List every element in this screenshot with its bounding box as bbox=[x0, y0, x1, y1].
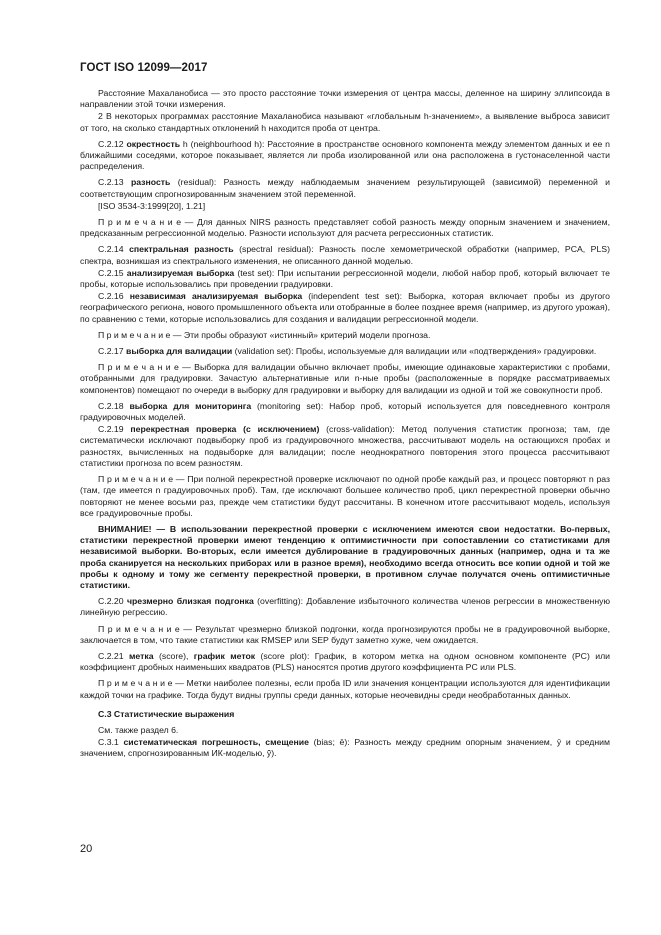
definition-c216: C.2.16 независимая анализируемая выборка (independent test set): Выборка, которая включает пробы из другого географического региона, нового промышленного объекта или отобранные в более позднее время (например, из другого урожая), по сравнению с теми, которые использовались для создания и валидации регрессионной модели. bbox=[80, 291, 610, 324]
note: П р и м е ч а н и е — Выборка для валидации обычно включает пробы, имеющие одинаковые характеристики с пробами, отобранными для градуировки. Зачастую альтернативные или n-ные пробы (расположенные в порядке рассматриваемых компонентов) помещают по очереди в выборку для градуировки и выборку для валидации из одной и той же совокупности проб. bbox=[80, 362, 610, 395]
reference: [ISO 3534-3:1999[20], 1.21] bbox=[98, 200, 206, 211]
paragraph: 2 В некоторых программах расстояние Махаланобиса называют «глобальным h-значением», а выявление выброса зависит от того, на сколько стандартных отклонений h находится проба от центра. bbox=[80, 111, 610, 133]
note: П р и м е ч а н и е — При полной перекрестной проверке исключают по одной пробе каждый раз, и процесс повторяют n раз (там, где имеется n градуировочных проб). Там, где исключают большее количество проб, цикл перекрестной проверки обычно повторяют не менее восьми раз, прежде чем статистики будут рассчитаны. В конечном итоге рассчитывают модель, используя все градуировочные пробы. bbox=[80, 474, 611, 518]
document-header: ГОСТ ISO 12099—2017 bbox=[80, 62, 208, 74]
definition-c214: C.2.14 спектральная разность (spectral residual): Разность после хемометрической обработки (например, PCA, PLS) спектра, возникшая из спектрального изменения, не описанного данной моделью. bbox=[80, 244, 610, 266]
definition-c31: C.3.1 систематическая погрешность, смещение (bias; ē): Разность между средним опорным значением, ȳ и средним значением, спрогнозированным ИК-моделью, ŷ̄). bbox=[80, 737, 610, 759]
paragraph: Расстояние Махаланобиса — это просто расстояние точки измерения от центра массы, деленное на ширину эллипсоида в направлении этой точки измерения. bbox=[80, 88, 610, 110]
note: П р и м е ч а н и е — Эти пробы образуют «истинный» критерий модели прогноза. bbox=[98, 329, 431, 340]
definition-c220: C.2.20 чрезмерно близкая подгонка (overfitting): Добавление избыточного количества членов регрессии в множественную линейную регрессию. bbox=[80, 596, 610, 618]
page-number: 20 bbox=[80, 843, 93, 855]
section-heading: С.3 Статистические выражения bbox=[98, 708, 235, 719]
note: П р и м е ч а н и е — Метки наиболее полезны, если проба ID или значения концентрации используются для идентификации каждой точки на графике. Тогда будут видны группы среди данных, которые неочевидны среди необработанных данных. bbox=[80, 678, 610, 700]
definition-c213: C.2.13 разность (residual): Разность между наблюдаемым значением результирующей (зависимой) переменной и соответствующим спрогнозированным значением этой переменной. bbox=[80, 177, 610, 199]
page-content bbox=[80, 88, 610, 765]
definition-c215: C.2.15 анализируемая выборка (test set): При испытании регрессионной модели, любой набор проб, который включает те пробы, которые использовались при проведении градуировки. bbox=[80, 267, 611, 290]
definition-c219: C.2.19 перекрестная проверка (с исключением) (cross-validation): Метод получения статистик прогноза; там, где систематически исключают подвыборку проб из градуировочного множества, рассчитывают модель на остающихся пробах и разностях, вычисленных на подвыборке для валидации; после неоднократного повторения этого процесса рассчитывают статистики прогноза по всем разностям. bbox=[80, 424, 611, 468]
note: П р и м е ч а н и е — Для данных NIRS разность представляет собой разность между опорным значением и значением, предсказанным регрессионной моделью. Разности используют для расчета регрессионных статистик. bbox=[80, 217, 610, 239]
definition-c221: C.2.21 метка (score), график меток (score plot): График, в котором метка на одном основном компоненте (PC) или коэффициент дробных наименьших квадратов (PLS) наносятся против другого коэффициента PC или PLS. bbox=[80, 650, 610, 673]
definition-c212: C.2.12 окрестность h (neighbourhood h): Расстояние в пространстве основного компонента между элементом данных и ее n ближайшими соседями, которое показывает, является ли проба изолированной или она расположена в густонаселенной части распределения. bbox=[80, 138, 611, 172]
paragraph: См. также раздел 6. bbox=[98, 724, 179, 735]
warning: ВНИМАНИЕ! — В использовании перекрестной проверки с исключением имеются свои недостатки. Во-первых, статистики перекрестной проверки имеют тенденцию к оптимистичности при сопоставлении со статистиками для независимой выборки. Во-вторых, если имеется дублирование в градуировочных данных (например, одна и та же проба сканируется на нескольких приборах или в разное время), необходимо всегда относить все копии одной и той же пробы к одному и тому же сегменту перекрестной проверки, в противном случае получатся очень оптимистичные статистики. bbox=[80, 523, 610, 590]
definition-c218: C.2.18 выборка для мониторинга (monitoring set): Набор проб, который используется для повседневного контроля градуировочных моделей. bbox=[80, 400, 610, 423]
definition-c217: C.2.17 выборка для валидации (validation set): Пробы, используемые для валидации или «подтверждения» градуировки. bbox=[98, 346, 597, 357]
note: П р и м е ч а н и е — Результат чрезмерно близкой подгонки, когда прогнозируются пробы не в градуировочной выборке, заключается в том, что такие статистики как RMSEP или SEP будут заметно хуже, чем ожидается. bbox=[80, 623, 610, 645]
